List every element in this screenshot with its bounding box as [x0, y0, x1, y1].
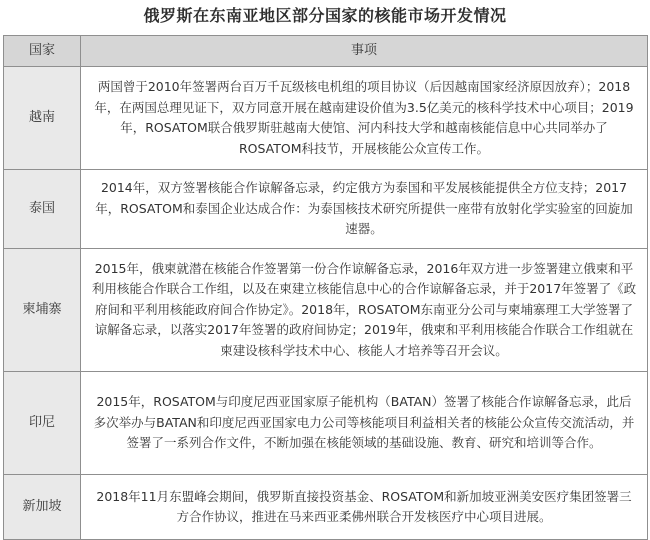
header-row	[4, 36, 648, 67]
country-cell: 泰国	[4, 170, 81, 249]
matter-cell: 2015年，俄柬就潜在核能合作签署第一份合作谅解备忘录，2016年双方进一步签署建立俄柬和平利用核能合作联合工作组，以及在柬建立核能信息中心的合作谅解备忘录，并于2017年签署了《政府间和平利用核能政府间合作协定》。2018年，ROSATOM东南亚分公司与柬埔寨理工大学签署了谅解备忘录，以落实2017年签署的政府间协定；2019年，俄柬和平利用核能合作联合工作组就在柬建设核科学技术中心、核能人才培养等召开会议。	[81, 249, 648, 372]
table-row	[4, 372, 648, 475]
matter-cell: 2015年，ROSATOM与印度尼西亚国家原子能机构（BATAN）签署了核能合作谅解备忘录，此后多次举办与BATAN和印度尼西亚国家电力公司等核能项目利益相关者的核能公众宣传交流活动，并签署了一系列合作文件，不断加强在核能领域的基础设施、教育、研究和培训等合作。	[81, 372, 648, 475]
matter-cell: 2018年11月东盟峰会期间，俄罗斯直接投资基金、ROSATOM和新加坡亚洲美安医疗集团签署三方合作协议，推进在马来西亚柔佛州联合开发核医疗中心项目进展。	[81, 475, 648, 540]
market-table	[3, 35, 648, 540]
table-row	[4, 249, 648, 372]
country-cell: 印尼	[4, 372, 81, 475]
table-row	[4, 170, 648, 249]
matter-cell: 两国曾于2010年签署两台百万千瓦级核电机组的项目协议（后因越南国家经济原因放弃）；2018年，在两国总理见证下，双方同意开展在越南建设价值为3.5亿美元的核科学技术中心项目；2019年，ROSATOM联合俄罗斯驻越南大使馆、河内科技大学和越南核能信息中心共同举办了ROSATOM科技节，开展核能公众宣传工作。	[81, 67, 648, 170]
matter-cell: 2014年，双方签署核能合作谅解备忘录，约定俄方为泰国和平发展核能提供全方位支持；2017年，ROSATOM和泰国企业达成合作：为泰国核技术研究所提供一座带有放射化学实验室的回旋加速器。	[81, 170, 648, 249]
document-title: 俄罗斯在东南亚地区部分国家的核能市场开发情况	[143, 6, 507, 25]
table-row	[4, 67, 648, 170]
country-cell: 越南	[4, 67, 81, 170]
header-matter: 事项	[81, 36, 648, 67]
country-cell: 柬埔寨	[4, 249, 81, 372]
header-country: 国家	[4, 36, 81, 67]
country-cell: 新加坡	[4, 475, 81, 540]
table-row	[4, 475, 648, 540]
